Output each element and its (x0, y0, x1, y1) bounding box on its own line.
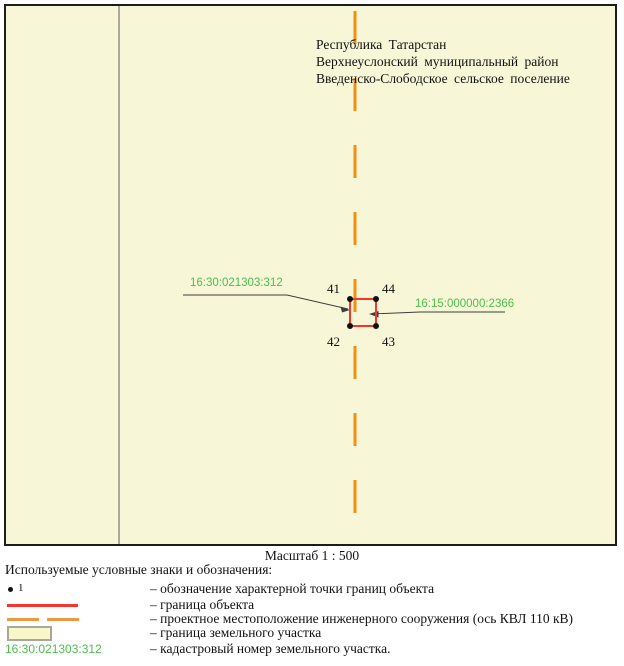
title-line-district: Верхнеуслонский муниципальный район (316, 54, 559, 69)
location-title-block (316, 36, 612, 87)
legend-symbol-cadastral-number (5, 641, 150, 657)
orange-dash-icon (47, 618, 79, 621)
title-line-settlement: Введенско-Слободское сельское поселение (316, 71, 570, 86)
parcel-rectangle-icon (7, 626, 52, 641)
point-label-41: 41 (327, 281, 340, 296)
map-scale-label: Масштаб 1 : 500 (264, 548, 360, 563)
legend-desc-cadastral-number: – кадастровый номер земельного участка. (150, 641, 391, 656)
left-leader-line (183, 295, 348, 309)
left-cadastral-number-label: 16:30:021303:312 (190, 277, 283, 289)
boundary-point-44 (373, 296, 379, 302)
legend-title: Используемые условные знаки и обозначения: (5, 562, 273, 577)
right-leader-arrowhead (369, 311, 379, 318)
boundary-point-41 (347, 296, 353, 302)
right-leader-line (371, 312, 505, 314)
legend-symbol-parcel-boundary (5, 625, 150, 641)
legend-symbol-point (5, 581, 150, 597)
legend-row-parcel-boundary (5, 625, 620, 641)
left-leader-arrowhead (341, 307, 351, 313)
title-line-region: Республика Татарстан (316, 37, 447, 52)
cadastral-number-sample: 16:30:021303:312 (5, 642, 102, 656)
legend-row-cadastral-number (5, 641, 620, 657)
point-marker-number: 1 (18, 582, 24, 594)
map-canvas (4, 4, 617, 546)
red-solid-line-icon (7, 604, 78, 607)
point-label-43: 43 (382, 334, 395, 349)
legend-desc-characteristic-point: – обозначение характерной точки границ объекта (150, 581, 435, 596)
legend-row-characteristic-point (5, 581, 620, 597)
boundary-point-43 (373, 323, 379, 329)
boundary-point-42 (347, 323, 353, 329)
point-label-44: 44 (382, 281, 395, 296)
point-label-42: 42 (327, 334, 340, 349)
legend-desc-utility-axis: – проектное местоположение инженерного сооружения (ось КВЛ 110 кВ) (150, 611, 574, 626)
legend-desc-parcel-boundary: – граница земельного участка (150, 625, 322, 640)
orange-dash-icon (7, 618, 39, 621)
point-marker-icon (8, 587, 13, 592)
right-cadastral-number-label: 16:15:000000:2366 (415, 298, 515, 310)
legend-desc-object-boundary: – граница объекта (150, 597, 255, 612)
